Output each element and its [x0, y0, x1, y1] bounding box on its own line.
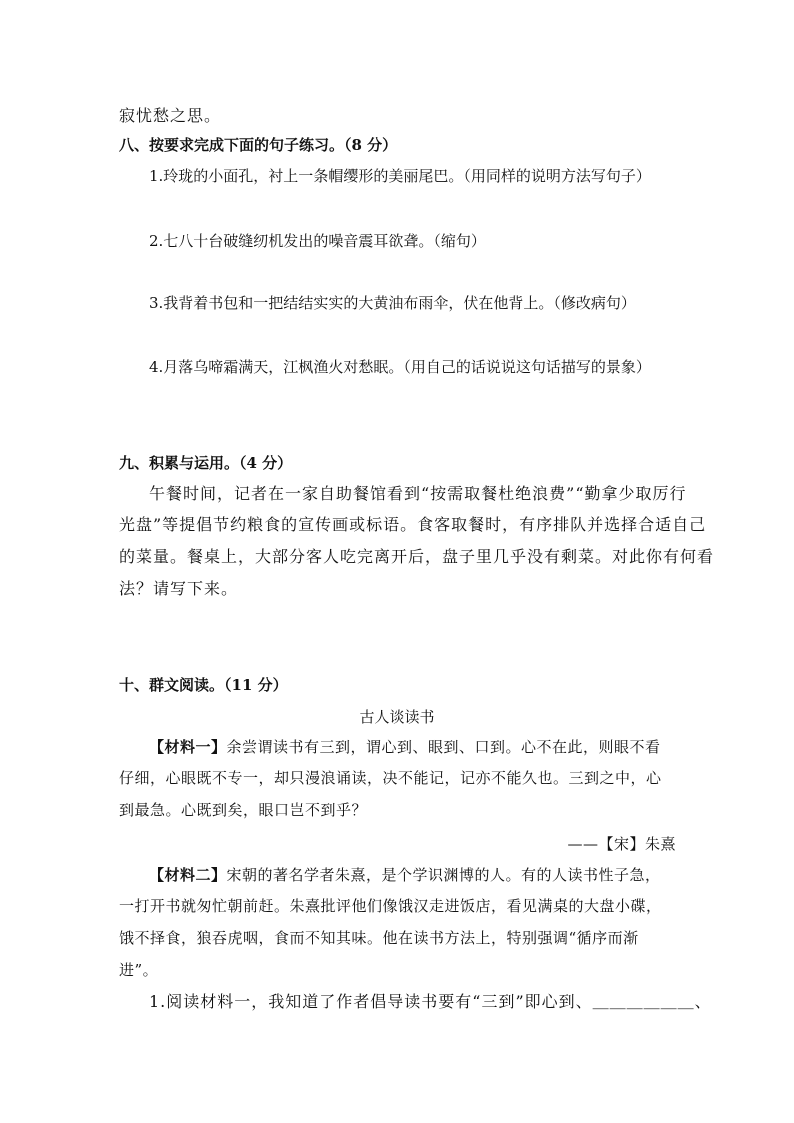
top-fragment: 寂忧愁之思。 — [119, 106, 222, 125]
material2-line-4: 进”。 — [119, 961, 159, 979]
section10-heading: 十、群文阅读。（11 分） — [119, 676, 288, 694]
material1-tag: 【材料一】 — [149, 738, 227, 756]
material1-line-3: 到最急。心既到矣，眼口岂不到乎？ — [119, 801, 368, 819]
material2-line-2: 一打开书就匆忙朝前赶。朱熹批评他们像饿汉走进饭店，看见满桌的大盘小碟， — [119, 897, 662, 915]
section8-item-3: 3.我背着书包和一把结结实实的大黄油布雨伞，伏在他背上。（修改病句） — [149, 294, 636, 312]
section8-heading: 八、按要求完成下面的句子练习。（8 分） — [119, 136, 398, 154]
section9-line-4: 法？请写下来。 — [119, 579, 239, 598]
question-1: 1.阅读材料一，我知道了作者倡导读书要有“三到”即心到、＿＿＿＿＿＿、 — [149, 992, 712, 1011]
material1-text-1: 余尝谓读书有三到，谓心到、眼到、口到。心不在此，则眼不看 — [226, 738, 661, 756]
section9-heading: 九、积累与运用。（4 分） — [119, 454, 293, 472]
section9-line-1: 午餐时间，记者在一家自助餐馆看到“按需取餐杜绝浪费”“勤拿少取厉行 — [149, 484, 687, 503]
reading-title: 古人谈读书 — [359, 708, 435, 726]
material2-tag: 【材料二】 — [149, 866, 227, 884]
section9-line-2: 光盘”等提倡节约粮食的宣传画或标语。食客取餐时，有序排队并选择合适自己 — [119, 515, 707, 534]
material2-line-3: 饿不择食，狼吞虎咽，食而不知其味。他在读书方法上，特别强调“循序而渐 — [119, 929, 639, 947]
material1-line-2: 仔细，心眼既不专一，却只漫浪诵读，决不能记，记亦不能久也。三到之中，心 — [119, 769, 662, 787]
material2-line-1 — [149, 865, 661, 885]
material1-line-1 — [149, 737, 661, 757]
material1-attribution: ——【宋】朱熹 — [567, 835, 676, 853]
section8-item-1: 1.玲珑的小面孔，衬上一条帽缨形的美丽尾巴。（用同样的说明方法写句子） — [149, 167, 651, 185]
section8-item-2: 2.七八十台破缝纫机发出的噪音震耳欲聋。（缩句） — [149, 232, 486, 250]
section8-item-4: 4.月落乌啼霜满天，江枫渔火对愁眠。（用自己的话说说这句话描写的景象） — [149, 358, 651, 376]
material2-text-1: 宋朝的著名学者朱熹，是个学识渊博的人。有的人读书性子急， — [226, 866, 661, 884]
section9-line-3: 的菜量。餐桌上，大部分客人吃完离开后，盘子里几乎没有剩菜。对此你有何看 — [119, 547, 715, 566]
